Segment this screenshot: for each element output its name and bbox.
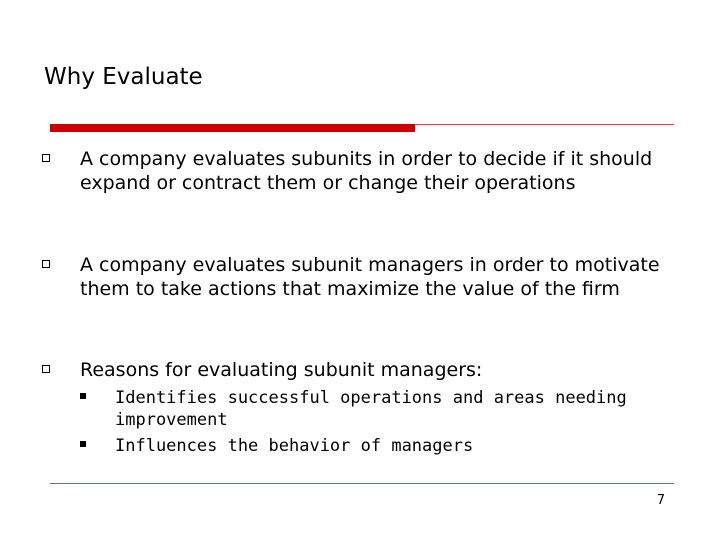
bullet-text: A company evaluates subunit managers in order to motivate them to take actions that maximize the value of the firm — [80, 254, 660, 300]
filled-square-bullet-icon — [80, 393, 86, 399]
hollow-square-bullet-icon — [42, 260, 50, 268]
filled-square-bullet-icon — [80, 441, 86, 447]
hollow-square-bullet-icon — [42, 154, 50, 162]
footer-divider-line — [50, 483, 674, 484]
slide-title: Why Evaluate — [44, 64, 203, 90]
sub-bullet-text: Identifies successful operations and areas needing improvement — [115, 388, 627, 430]
hollow-square-bullet-icon — [42, 365, 50, 373]
page-number: 7 — [656, 493, 665, 508]
sub-bullet-text: Influences the behavior of managers — [115, 436, 474, 456]
bullet-text: Reasons for evaluating subunit managers: — [80, 359, 483, 381]
bullet-text: A company evaluates subunits in order to decide if it should expand or contract them or change their operations — [80, 148, 653, 194]
